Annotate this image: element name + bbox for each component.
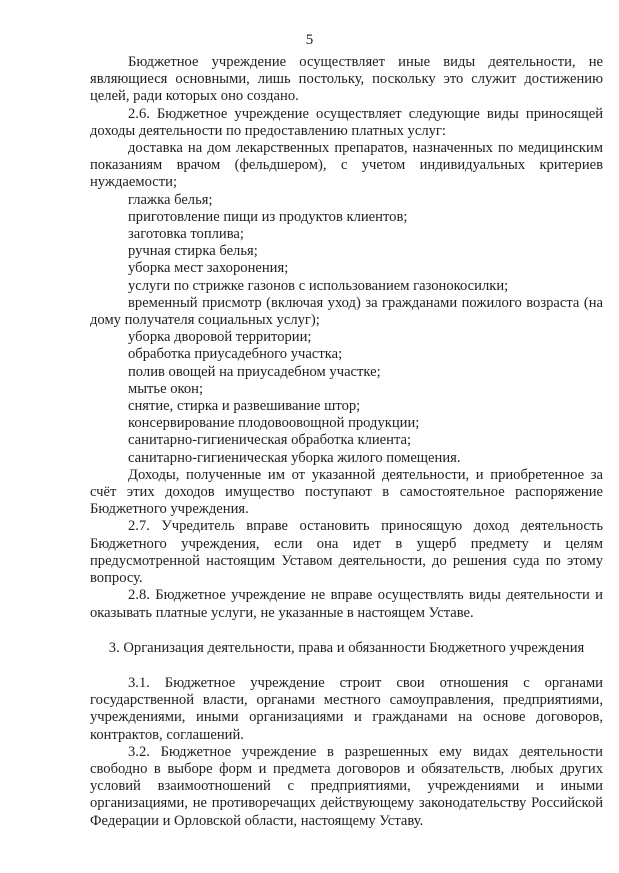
list-item: приготовление пищи из продуктов клиентов;: [128, 208, 408, 225]
paragraph-2-8: 2.8. Бюджетное учреждение не вправе осуществлять виды деятельности и оказывать платные услуги, не указанные в настоящем Уставе.: [90, 587, 603, 621]
paragraph-other-activities: Бюджетное учреждение осуществляет иные виды деятельности, не являющиеся основными, лишь постольку, поскольку это служит достижению целей, ради которых оно создано.: [90, 54, 603, 105]
paragraph-income: Доходы, полученные им от указанной деятельности, и приобретенное за счёт этих доходов имущество поступают в самостоятельное распоряжение Бюджетного учреждения.: [90, 466, 603, 518]
list-item: заготовка топлива;: [128, 226, 244, 243]
list-item: временный присмотр (включая уход) за гражданами пожилого возраста (на дому получателя социальных услуг);: [90, 294, 603, 329]
paragraph-3-2: 3.2. Бюджетное учреждение в разрешенных ему видах деятельности свободно в выборе форм и предмета договоров и обязательств, любых других условий взаимоотношений с предприятиями, учреждениями и иными организациями, не противоречащих действующему законодательству Российской Федерации и Орловской области, настоящему Уставу.: [90, 743, 603, 829]
paid-services-list: [90, 140, 603, 467]
page-number: 5: [305, 32, 314, 48]
list-item: услуги по стрижке газонов с использованием газонокосилки;: [128, 277, 509, 294]
list-item: снятие, стирка и развешивание штор;: [128, 398, 361, 415]
list-item: доставка на дом лекарственных препаратов, назначенных по медицинским показаниям врачом (фельдшером), с учетом индивидуальных критериев нуждаемости;: [90, 140, 603, 191]
list-item: уборка мест захоронения;: [128, 260, 289, 277]
list-item: санитарно-гигиеническая уборка жилого помещения.: [128, 449, 461, 466]
list-item: уборка дворовой территории;: [128, 329, 312, 346]
section-heading: 3. Организация деятельности, права и обязанности Бюджетного учреждения: [108, 639, 585, 656]
paragraph-2-6: 2.6. Бюджетное учреждение осуществляет следующие виды приносящей доходы деятельности по предоставлению платных услуг:: [90, 105, 603, 139]
list-item: обработка приусадебного участка;: [128, 346, 343, 363]
list-item: мытье окон;: [128, 380, 204, 397]
paragraph-3-1: 3.1. Бюджетное учреждение строит свои отношения с органами государственной власти, органами местного самоуправления, предприятиями, учреждениями, иными организациями и гражданами на основе договоров, контрактов, соглашений.: [90, 674, 603, 743]
document-body: [90, 54, 603, 830]
list-item: ручная стирка белья;: [128, 243, 258, 260]
list-item: санитарно-гигиеническая обработка клиента;: [128, 432, 412, 449]
paragraph-2-7: 2.7. Учредитель вправе остановить приносящую доход деятельность Бюджетного учреждения, если она идет в ущерб предмету и целям предусмотренной настоящим Уставом деятельности, до решения суда по этому вопросу.: [90, 518, 603, 587]
list-item: полив овощей на приусадебном участке;: [128, 363, 381, 380]
list-item: глажка белья;: [128, 191, 213, 208]
list-item: консервирование плодовоовощной продукции;: [128, 415, 420, 432]
